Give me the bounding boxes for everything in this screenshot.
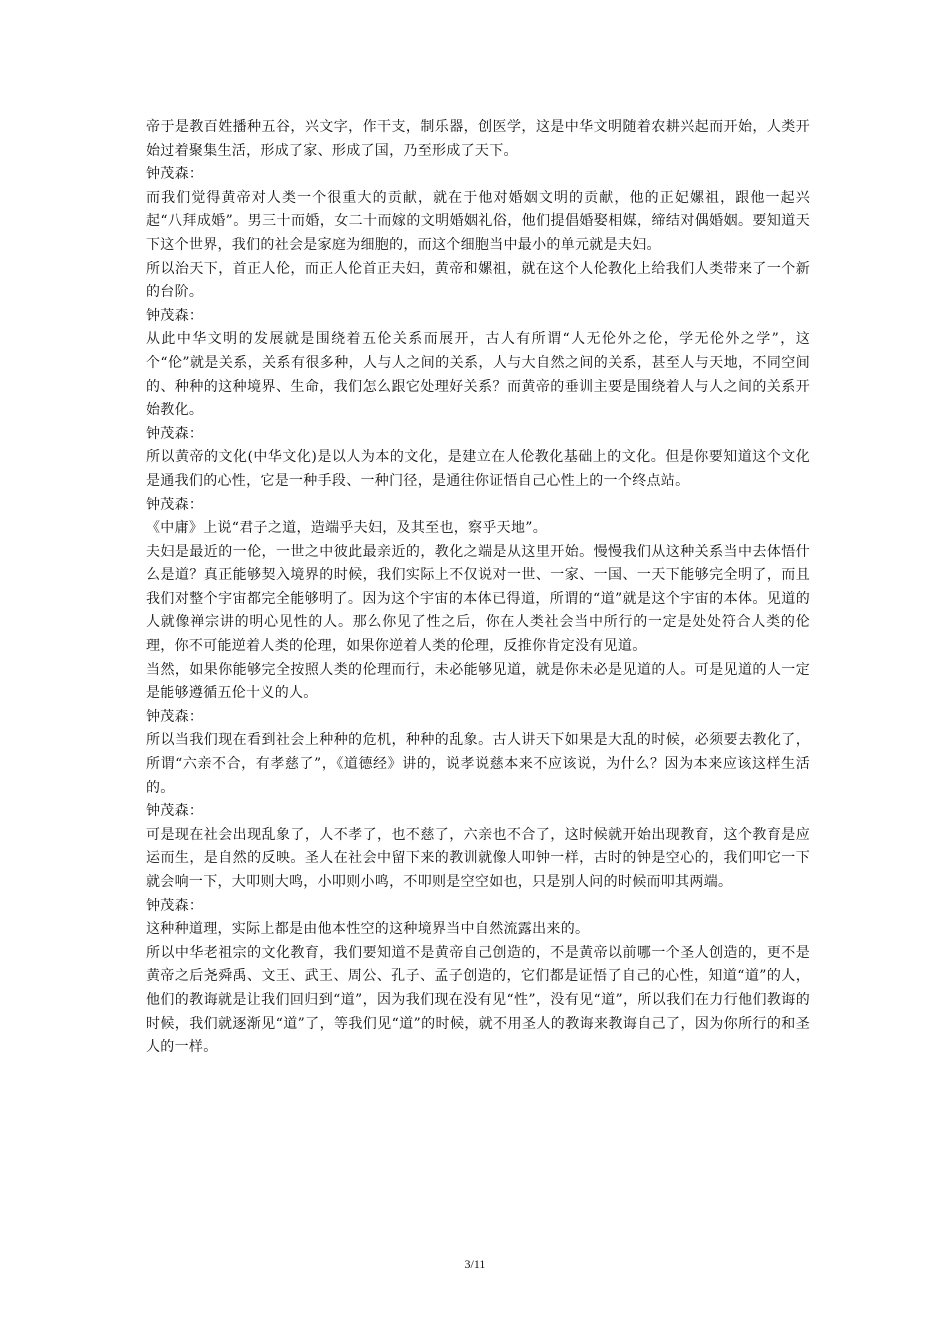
paragraph: 这种种道理，实际上都是由他本性空的这种境界当中自然流露出来的。 bbox=[146, 921, 590, 938]
paragraph: 从此中华文明的发展就是围绕着五伦关系而展开，古人有所谓“人无伦外之伦，学无伦外之学”，这个“伦”就是关系，关系有很多种，人与人之间的关系，人与大自然之间的关系，甚至人与天地，不同空间的、种种的这种境界、生命，我们怎么跟它处理好关系？而黄帝的垂训主要是围绕着人与人之间的关系开始教化。 bbox=[146, 331, 810, 419]
speaker-label: 钟茂森： bbox=[146, 307, 204, 324]
quotation-paragraph: 《中庸》上说“君子之道，造端乎夫妇，及其至也，察乎天地”。 bbox=[146, 520, 548, 537]
speaker-label: 钟茂森： bbox=[146, 897, 204, 914]
paragraph: 帝于是教百姓播种五谷，兴文字，作干支，制乐器，创医学，这是中华文明随着农耕兴起而开始，人类开始过着聚集生活，形成了家、形成了国，乃至形成了天下。 bbox=[146, 119, 810, 159]
paragraph: 夫妇是最近的一伦，一世之中彼此最亲近的，教化之端是从这里开始。慢慢我们从这种关系当中去体悟什么是道？真正能够契入境界的时候，我们实际上不仅说对一世、一家、一国、一天下能够完全明了，而且我们对整个宇宙都完全能够明了。因为这个宇宙的本体已得道，所谓的“道”就是这个宇宙的本体。见道的人就像禅宗讲的明心见性的人。那么你见了性之后，你在人类社会当中所行的一定是处处符合人类的伦理，你不可能逆着人类的伦理，如果你逆着人类的伦理，反推你肯定没有见道。 bbox=[146, 543, 810, 655]
paragraph: 所以黄帝的文化(中华文化)是以人为本的文化，是建立在人伦教化基础上的文化。但是你要知道这个文化是通我们的心性，它是一种手段、一种门径，是通往你证悟自己心性上的一个终点站。 bbox=[146, 449, 810, 489]
document-body bbox=[146, 116, 810, 1226]
speaker-label: 钟茂森： bbox=[146, 425, 204, 442]
paragraph: 当然，如果你能够完全按照人类的伦理而行，未必能够见道，就是你未必是见道的人。可是见道的人一定是能够遵循五伦十义的人。 bbox=[146, 661, 810, 702]
paragraph: 所以当我们现在看到社会上种种的危机，种种的乱象。古人讲天下如果是大乱的时候，必须要去教化了，所谓“六亲不合，有孝慈了”，《道德经》讲的，说孝说慈本来不应该说，为什么？因为本来应该这样生活的。 bbox=[146, 732, 810, 796]
paragraph: 所以中华老祖宗的文化教育，我们要知道不是黄帝自己创造的，不是黄帝以前哪一个圣人创造的，更不是黄帝之后尧舜禹、文王、武王、周公、孔子、孟子创造的，它们都是证悟了自己的心性，知道“道”的人，他们的教诲就是让我们回归到“道”，因为我们现在没有见“性”，没有见“道”，所以我们在力行他们教诲的时候，我们就逐渐见“道”了，等我们见“道”的时候，就不用圣人的教诲来教诲自己了，因为你所行的和圣人的一样。 bbox=[146, 944, 810, 1056]
speaker-label: 钟茂森： bbox=[146, 708, 204, 725]
speaker-label: 钟茂森： bbox=[146, 496, 204, 513]
speaker-label: 钟茂森： bbox=[146, 803, 204, 820]
paragraph: 所以治天下，首正人伦，而正人伦首正夫妇，黄帝和嫘祖，就在这个人伦教化上给我们人类带来了一个新的台阶。 bbox=[146, 260, 810, 301]
page-number: 3/11 bbox=[464, 1257, 486, 1271]
paragraph: 可是现在社会出现乱象了，人不孝了，也不慈了，六亲也不合了，这时候就开始出现教育，这个教育是应运而生，是自然的反映。圣人在社会中留下来的教训就像人叩钟一样，古时的钟是空心的，我们叩它一下就会响一下，大叩则大鸣，小叩则小鸣，不叩则是空空如也，只是别人问的时候而叩其两端。 bbox=[146, 826, 810, 890]
speaker-label: 钟茂森： bbox=[146, 166, 204, 183]
paragraph: 而我们觉得黄帝对人类一个很重大的贡献，就在于他对婚姻文明的贡献，他的正妃嫘祖，跟他一起兴起“八拜成婚”。男三十而婚，女二十而嫁的文明婚姻礼俗，他们提倡婚娶相媒，缔结对偶婚姻。要知道天下这个世界，我们的社会是家庭为细胞的，而这个细胞当中最小的单元就是夫妇。 bbox=[146, 189, 810, 253]
